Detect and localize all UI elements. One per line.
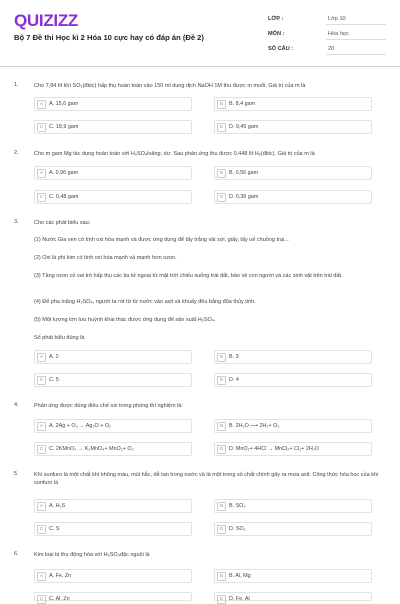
class-value: Lớp 10 — [328, 16, 346, 22]
question-text: Cho m gam Mg tác dụng hoàn toàn với H₂SO₄loãng, dư. Sau phản ứng thu được 0,448 lít H₂(đktc). Giá trị của m là — [34, 151, 315, 157]
option-text: A. 2 — [49, 354, 59, 360]
option-a[interactable] — [34, 569, 192, 583]
option-text: C. 0,48 gam — [49, 194, 79, 200]
option-b[interactable] — [214, 166, 372, 180]
option-text: D. SO₂ — [229, 526, 246, 532]
option-text: A. 15,6 gam — [49, 101, 79, 107]
option-text: B. Al, Mg — [229, 573, 251, 579]
class-label: LỚP : — [268, 16, 284, 22]
option-letter: B — [217, 169, 226, 178]
question-count-label: SỐ CÂU : — [268, 46, 294, 52]
option-text: C. Al, Zn — [49, 596, 70, 602]
option-text: C. S — [49, 526, 60, 532]
option-letter: D — [217, 123, 226, 132]
page-title: Bộ 7 Đề thi Học kì 2 Hóa 10 cực hay có đáp án (Đề 2) — [14, 33, 204, 42]
option-b[interactable] — [214, 97, 372, 111]
option-c[interactable] — [34, 190, 192, 204]
option-d[interactable] — [214, 522, 372, 536]
option-text: D. 4 — [229, 377, 239, 383]
option-letter: B — [217, 502, 226, 511]
option-letter: C — [37, 376, 46, 385]
question-number: 3. — [14, 219, 19, 225]
question-text: Kim loại bị thụ động hóa với H₂SO₄đặc nguội là — [34, 552, 150, 558]
question-count-value: 20 — [328, 46, 335, 52]
question-number: 5. — [14, 471, 19, 477]
statement-4: (4) Để pha loãng H₂SO₄, người ta rót từ từ nước vào axit và khuấy đều bằng đũa thủy tinh. — [34, 299, 256, 305]
option-letter: A — [37, 353, 46, 362]
option-c[interactable] — [34, 442, 192, 456]
count-underline — [326, 54, 386, 55]
option-letter: A — [37, 422, 46, 431]
option-text: D. 9,45 gam — [229, 124, 259, 130]
option-letter: B — [217, 353, 226, 362]
worksheet-header — [0, 0, 400, 70]
question-number: 6. — [14, 551, 19, 557]
option-d[interactable] — [214, 190, 372, 204]
option-text: C. 5 — [49, 377, 59, 383]
statement-5: (5) Một lượng lớn lưu huỳnh khai thác được ứng dụng để sản xuất H₂SO₄. — [34, 317, 216, 323]
statement-2: (2) Oxi là phi kim có tính oxi hóa mạnh và mạnh hơn ozon. — [34, 255, 177, 261]
option-b[interactable] — [214, 499, 372, 513]
option-letter: D — [217, 193, 226, 202]
option-c[interactable] — [34, 522, 192, 536]
option-a[interactable] — [34, 97, 192, 111]
quizizz-logo: QUIZIZZ — [14, 11, 78, 30]
option-letter: D — [217, 525, 226, 534]
question-prompt: Số phát biểu đúng là — [34, 335, 85, 341]
option-letter: C — [37, 123, 46, 132]
option-text: B. 2H₂O ⟶ 2H₂+ O₂ — [229, 423, 280, 429]
option-text: D. Fe, Al — [229, 596, 250, 602]
option-letter: C — [37, 595, 46, 604]
option-d[interactable] — [214, 373, 372, 387]
option-a[interactable] — [34, 419, 192, 433]
class-underline — [326, 24, 386, 25]
option-letter: A — [37, 100, 46, 109]
option-text: A. 0,96 gam — [49, 170, 79, 176]
question-text: Phản ứng được dùng điều chế oxi trong phòng thí nghiệm là: — [34, 403, 183, 409]
question-number: 4. — [14, 402, 19, 408]
question-number: 2. — [14, 150, 19, 156]
option-a[interactable] — [34, 499, 192, 513]
subject-underline — [326, 39, 386, 40]
option-c[interactable] — [34, 120, 192, 134]
option-text: A. 2Ag + O₃ → Ag₂O + O₂ — [49, 423, 112, 429]
option-letter: D — [217, 595, 226, 604]
option-text: D. MnO₂+ 4HCl → MnCl₂+ Cl₂+ 2H₂O — [229, 446, 319, 452]
option-c[interactable] — [34, 373, 192, 387]
option-b[interactable] — [214, 419, 372, 433]
option-a[interactable] — [34, 166, 192, 180]
question-text: Khí sunfuro là một chất khí không màu, mùi hắc, dễ tan trong nước và là một trong số chất chính gây ra mưa axit. Công thức hóa học của khí sunfuro là — [34, 472, 379, 486]
option-d[interactable] — [214, 120, 372, 134]
option-a[interactable] — [34, 350, 192, 364]
option-text: B. 8,4 gam — [229, 101, 256, 107]
option-text: B. 0,56 gam — [229, 170, 259, 176]
option-letter: A — [37, 169, 46, 178]
option-b[interactable] — [214, 350, 372, 364]
option-b[interactable] — [214, 569, 372, 583]
option-letter: A — [37, 572, 46, 581]
option-letter: B — [217, 422, 226, 431]
header-divider — [0, 66, 400, 67]
question-text: Cho 7,84 lít khí SO₂(đktc) hấp thụ hoàn toàn vào 150 ml dung dịch NaOH 1M thu được m muối. Giá trị của m là — [34, 83, 306, 89]
subject-label: MÔN : — [268, 31, 285, 37]
option-letter: A — [37, 502, 46, 511]
option-letter: D — [217, 376, 226, 385]
statement-1: (1) Nước Gia ven có tính oxi hóa mạnh và được ứng dụng để tẩy trắng vải sợi, giấy, tẩy uế chuồng trại... — [34, 237, 289, 243]
option-letter: C — [37, 525, 46, 534]
option-text: C. 2KMnO₄ → K₂MnO₄+ MnO₂+ O₂ — [49, 446, 134, 452]
option-text: A. Fe, Zn — [49, 573, 72, 579]
option-d[interactable] — [214, 442, 372, 456]
option-text: A. H₂S — [49, 503, 66, 509]
option-text: B. 3 — [229, 354, 239, 360]
option-text: B. SO₃ — [229, 503, 246, 509]
option-text: D. 0,36 gam — [229, 194, 259, 200]
question-number: 1. — [14, 82, 19, 88]
option-letter: C — [37, 193, 46, 202]
option-letter: B — [217, 572, 226, 581]
statement-3: (3) Tầng ozon có vai trò hấp thụ các tia tử ngoại từ mặt trời chiếu xuống trái đất, bảo vệ con người và các sinh vật trên trái đất. — [34, 273, 343, 279]
option-letter: C — [37, 445, 46, 454]
subject-value: Hóa học — [328, 31, 349, 37]
option-letter: B — [217, 100, 226, 109]
option-text: C. 18,9 gam — [49, 124, 79, 130]
question-text: Cho các phát biểu sau: — [34, 220, 91, 226]
option-letter: D — [217, 445, 226, 454]
